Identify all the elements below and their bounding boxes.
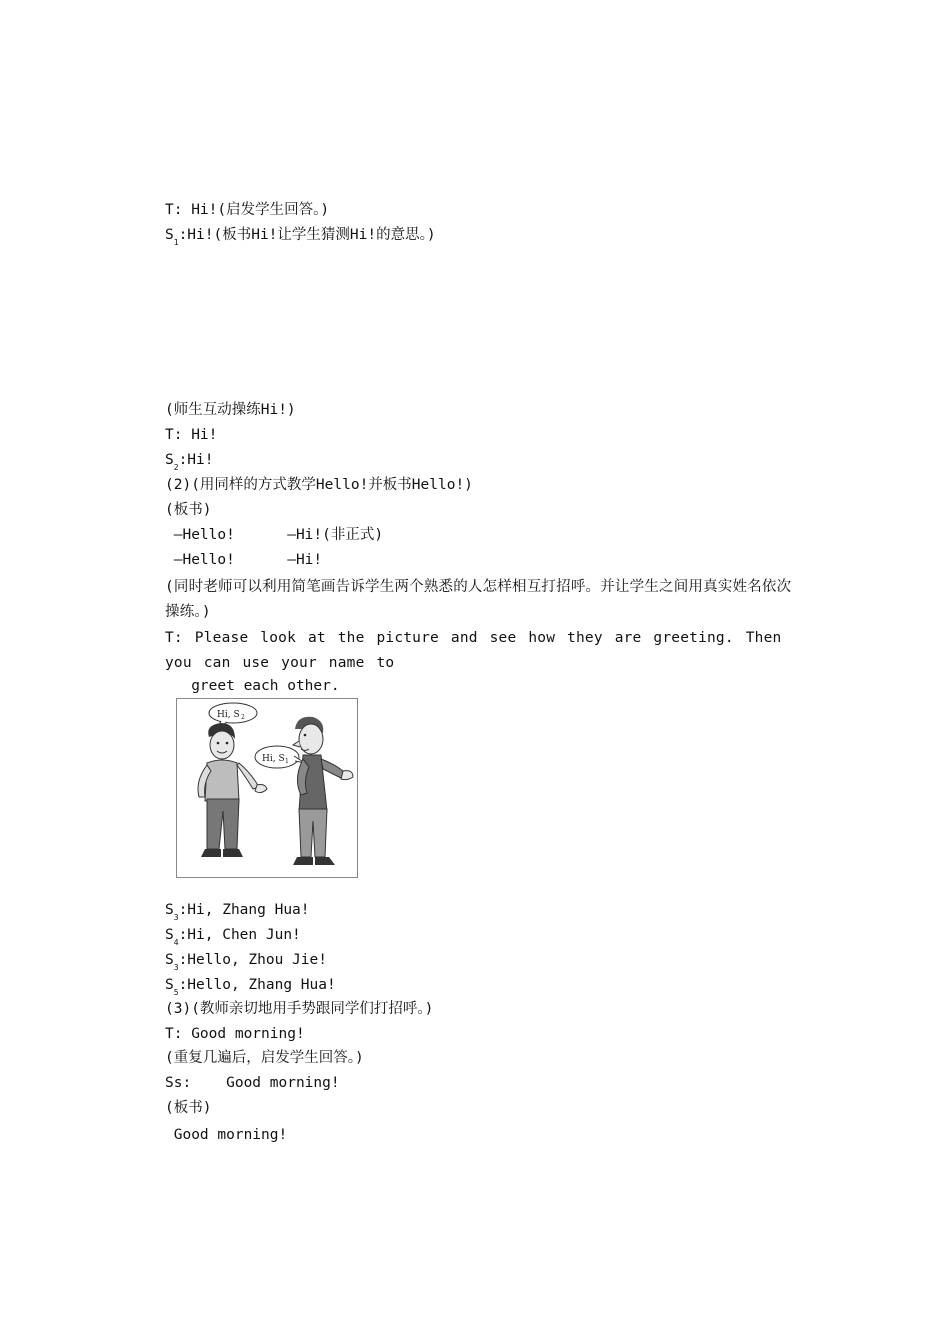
text-line	[165, 950, 327, 972]
bubble-right-subscript: 1	[285, 758, 289, 765]
text-line: (2)(用同样的方式教学Hello!并板书Hello!)	[165, 477, 473, 493]
text-line: (3)(教师亲切地用手势跟同学们打招呼。)	[165, 1001, 434, 1017]
line-text: :Hi, Zhang Hua!	[178, 902, 310, 918]
text-line	[165, 450, 213, 472]
speaker: S	[165, 227, 174, 243]
line-text: :Hello, Zhou Jie!	[178, 952, 327, 968]
text-line: Ss: Good morning!	[165, 1075, 340, 1091]
speaker: S	[165, 452, 174, 468]
text-line: T: Hi!	[165, 427, 218, 443]
text-line: (板书)	[165, 1100, 212, 1116]
text-line	[165, 225, 436, 247]
text-line: (重复几遍后，启发学生回答。)	[165, 1050, 364, 1066]
text-line	[165, 975, 336, 997]
text-line: Good morning!	[165, 1127, 288, 1143]
text-paragraph: T: Please look at the picture and see how they are greeting. Then you can use your name to	[165, 630, 782, 671]
text-line: —Hello! —Hi!(非正式)	[165, 527, 384, 543]
greeting-illustration	[176, 698, 358, 878]
speaker-subscript: 4	[173, 938, 179, 947]
text-line: T: Hi!(启发学生回答。)	[165, 202, 330, 218]
text-line: (师生互动操练Hi!)	[165, 402, 296, 418]
text-paragraph: (同时老师可以利用简笔画告诉学生两个熟悉的人怎样相互打招呼。并让学生之间用真实姓名依次操练。)	[165, 579, 792, 620]
speaker-subscript: 1	[173, 238, 179, 247]
text-line	[165, 900, 310, 922]
boy-left-figure	[198, 723, 267, 857]
text-line: greet each other.	[165, 678, 340, 694]
line-text: :Hi, Chen Jun!	[178, 927, 301, 943]
speaker-subscript: 2	[173, 463, 179, 472]
text-line: (板书)	[165, 502, 212, 518]
line-text: :Hello, Zhang Hua!	[178, 977, 336, 993]
speaker: S	[165, 977, 174, 993]
line-text: :Hi!	[178, 452, 214, 468]
speaker: S	[165, 902, 174, 918]
speaker: S	[165, 952, 174, 968]
bubble-right-text: Hi, S	[262, 754, 285, 764]
boy-right-figure	[293, 717, 353, 865]
text-line	[165, 925, 301, 947]
text-line: —Hello! —Hi!	[165, 552, 323, 568]
speaker-subscript: 5	[173, 988, 179, 997]
bubble-left-text: Hi, S	[217, 710, 240, 720]
speaker-subscript: 3	[173, 963, 179, 972]
text-line: T: Good morning!	[165, 1026, 305, 1042]
line-text: :Hi!(板书Hi!让学生猜测Hi!的意思。)	[178, 227, 436, 243]
speaker-subscript: 3	[173, 913, 179, 922]
bubble-left-subscript: 2	[241, 714, 245, 721]
speaker: S	[165, 927, 174, 943]
